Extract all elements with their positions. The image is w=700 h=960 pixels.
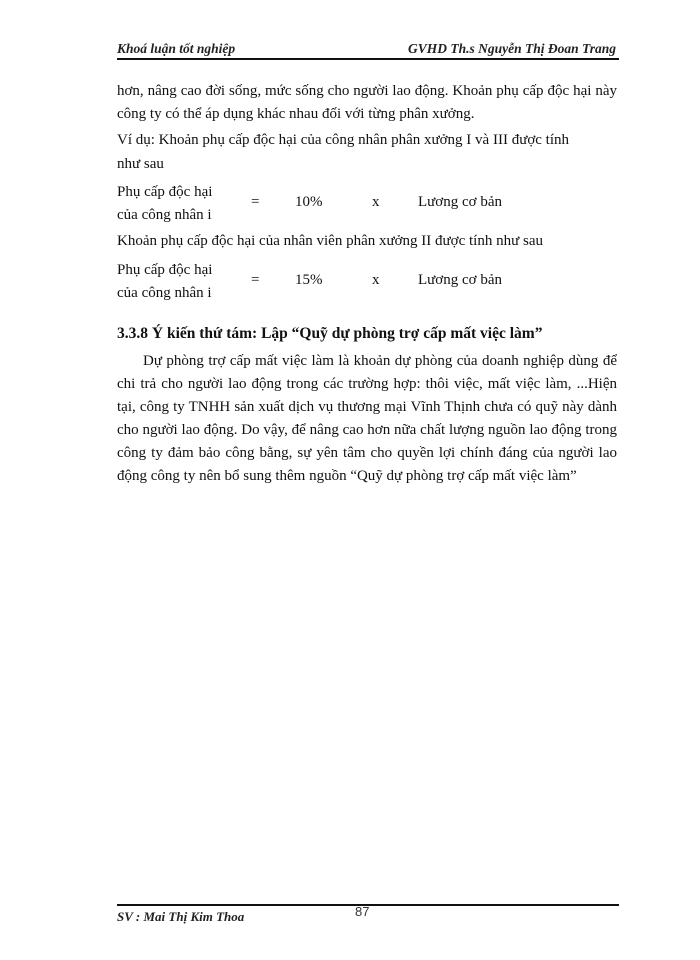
page-number: 87 xyxy=(355,904,370,919)
formula-multiply: x xyxy=(372,194,380,210)
example-line-1: Ví dụ: Khoản phụ cấp độc hại của công nhân phân xưởng I và III được tính xyxy=(117,132,569,148)
page-header xyxy=(117,38,618,58)
formula-lhs-line-1: Phụ cấp độc hại xyxy=(117,184,213,200)
formula-rate: 10% xyxy=(295,194,323,210)
paragraph-severance-fund: Dự phòng trợ cấp mất việc làm là khoản dự phòng của doanh nghiệp dùng để chi trả cho người lao động trong các trường hợp: thôi việc, mất việc làm, ...Hiện tại, công ty TNHH sản xuất dịch vụ thương mại Vĩnh Thịnh chưa có quỹ này dành cho người lao động. Do vậy, để nâng cao hơn nữa chất lượng nguồn lao động trong công ty đảm bảo công bằng, sự yên tâm cho quyền lợi chính đáng của người lao động công ty nên bổ sung thêm nguồn “Quỹ dự phòng trợ cấp mất việc làm” xyxy=(117,353,617,484)
formula-equals: = xyxy=(251,194,260,210)
header-advisor: GVHD Th.s Nguyễn Thị Đoan Trang xyxy=(407,41,616,56)
example-line-2: như sau xyxy=(117,156,164,172)
formula-lhs xyxy=(117,181,247,227)
formula-equals: = xyxy=(251,272,260,288)
section-heading-3-3-8: 3.3.8 Ý kiến thứ tám: Lập “Quỹ dự phòng trợ cấp mất việc làm” xyxy=(117,325,543,342)
header-thesis-title: Khoá luận tốt nghiệp xyxy=(117,41,236,56)
formula-lhs-line-2: của công nhân i xyxy=(117,285,212,301)
formula-lhs-line-1: Phụ cấp độc hại xyxy=(117,262,213,278)
footer-student-name: SV : Mai Thị Kim Thoa xyxy=(117,909,245,924)
formula-rate: 15% xyxy=(295,272,323,288)
example-2-line: Khoản phụ cấp độc hại của nhân viên phân xưởng II được tính như sau xyxy=(117,233,543,249)
formula-workshop-1-3 xyxy=(117,181,617,229)
formula-base-salary: Lương cơ bản xyxy=(418,194,502,210)
header-rule xyxy=(117,58,619,60)
formula-lhs xyxy=(117,259,247,305)
formula-workshop-2 xyxy=(117,259,617,307)
formula-multiply: x xyxy=(372,272,380,288)
paragraph-allowance-intro: hơn, nâng cao đời sống, mức sống cho người lao động. Khoản phụ cấp độc hại này công ty có thể áp dụng khác nhau đối với từng phân xưởng. xyxy=(117,83,617,122)
formula-base-salary: Lương cơ bản xyxy=(418,272,502,288)
formula-lhs-line-2: của công nhân i xyxy=(117,207,212,223)
